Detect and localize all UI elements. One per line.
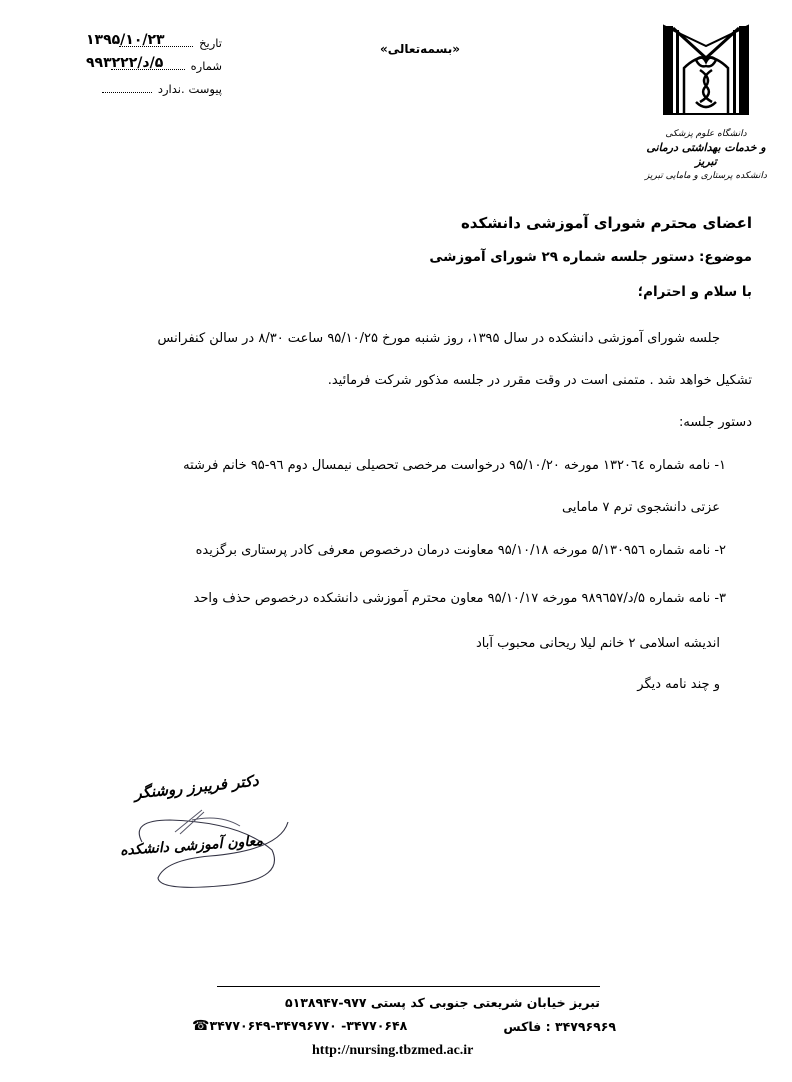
subject-line: موضوع: دستور جلسه شماره ۲۹ شورای آموزشی bbox=[429, 249, 752, 265]
agenda-item-1-continued: عزتی دانشجوی ترم ۷ مامایی bbox=[562, 500, 720, 515]
body-paragraph-line-1: جلسه شورای آموزشی دانشکده در سال ۱۳۹۵، روز شنبه مورخ ۹۵/۱۰/۲۵ ساعت ۸/۳۰ در سالن کنفرانس bbox=[157, 331, 720, 346]
footer-phones-block bbox=[192, 1018, 407, 1034]
footer-address: تبریز خیابان شریعتی جنوبی کد پستی ۹۷۷-۵۱۳۸۹۴۷ bbox=[284, 995, 600, 1010]
body-paragraph-line-2: تشکیل خواهد شد . متمنی است در وقت مقرر در جلسه مذکور شرکت فرمائید. bbox=[327, 373, 752, 388]
agenda-item-2: ۲- نامه شماره ۵/۱۳۰۹۵٦ مورخه ۹۵/۱۰/۱۸ معاونت درمان درخصوص معرفی کادر پرستاری برگزیده bbox=[195, 543, 726, 558]
logo-caption-faculty: دانشکده پرستاری و مامایی تبریز bbox=[645, 171, 767, 181]
attachment-row bbox=[82, 82, 222, 105]
letter-meta bbox=[82, 32, 222, 105]
agenda-item-3: ۳- نامه شماره ۵/د/۹۸۹٦۵۷ مورخه ۹۵/۱۰/۱۷ معاون محترم آموزشی دانشکده درخصوص حذف واحد bbox=[193, 591, 726, 606]
number-value: ۵/د/۹۹۳۲۲۲ bbox=[86, 55, 164, 71]
date-value: ۱۳۹۵/۱۰/۲۳ bbox=[86, 32, 165, 48]
date-label: تاریخ bbox=[199, 36, 222, 50]
number-row bbox=[82, 55, 222, 82]
phone-icon: ☎ bbox=[192, 1018, 210, 1034]
university-logo bbox=[636, 18, 776, 183]
number-label: شماره bbox=[190, 59, 222, 73]
greeting: با سلام و احترام؛ bbox=[637, 284, 752, 300]
agenda-item-1: ۱- نامه شماره ۱۳۲۰٦٤ مورخه ۹۵/۱۰/۲۰ درخواست مرخصی تحصیلی نیمسال دوم ۹٦-۹۵ خانم فرشته bbox=[183, 458, 726, 473]
signature-block bbox=[120, 760, 290, 900]
agenda-title: دستور جلسه: bbox=[678, 415, 752, 430]
attachment-value: .ندارد bbox=[157, 82, 185, 96]
footer-divider bbox=[217, 986, 600, 987]
logo-caption-university: دانشگاه علوم پزشکی bbox=[665, 129, 747, 139]
logo-caption-services: و خدمات بهداشتی درمانی تبریز bbox=[646, 141, 766, 168]
bismillah: «بسمه‌تعالی» bbox=[380, 42, 460, 56]
footer-website-link[interactable]: http://nursing.tbzmed.ac.ir bbox=[312, 1043, 474, 1058]
university-emblem-icon bbox=[636, 18, 776, 123]
footer-phones: ۳۴۷۷۰۶۴۸- ۳۴۷۷۰۶۴۹-۳۴۷۹۶۷۷۰ bbox=[209, 1018, 408, 1033]
signature-scribble-icon bbox=[120, 760, 290, 900]
signature-title: معاون آموزشی دانشکده bbox=[119, 833, 264, 859]
attachment-dots bbox=[102, 82, 152, 93]
agenda-closing: و چند نامه دیگر bbox=[637, 677, 720, 692]
recipient-heading: اعضای محترم شورای آموزشی دانشکده bbox=[460, 214, 752, 232]
agenda-item-3-continued: اندیشه اسلامی ۲ خانم لیلا ریحانی محبوب آباد bbox=[475, 636, 720, 651]
signature-name: دکتر فریبرز روشنگر bbox=[133, 771, 260, 803]
attachment-label: پیوست bbox=[188, 82, 222, 96]
footer-fax: ۳۴۷۹۶۹۶۹ : فاکس bbox=[503, 1019, 616, 1034]
